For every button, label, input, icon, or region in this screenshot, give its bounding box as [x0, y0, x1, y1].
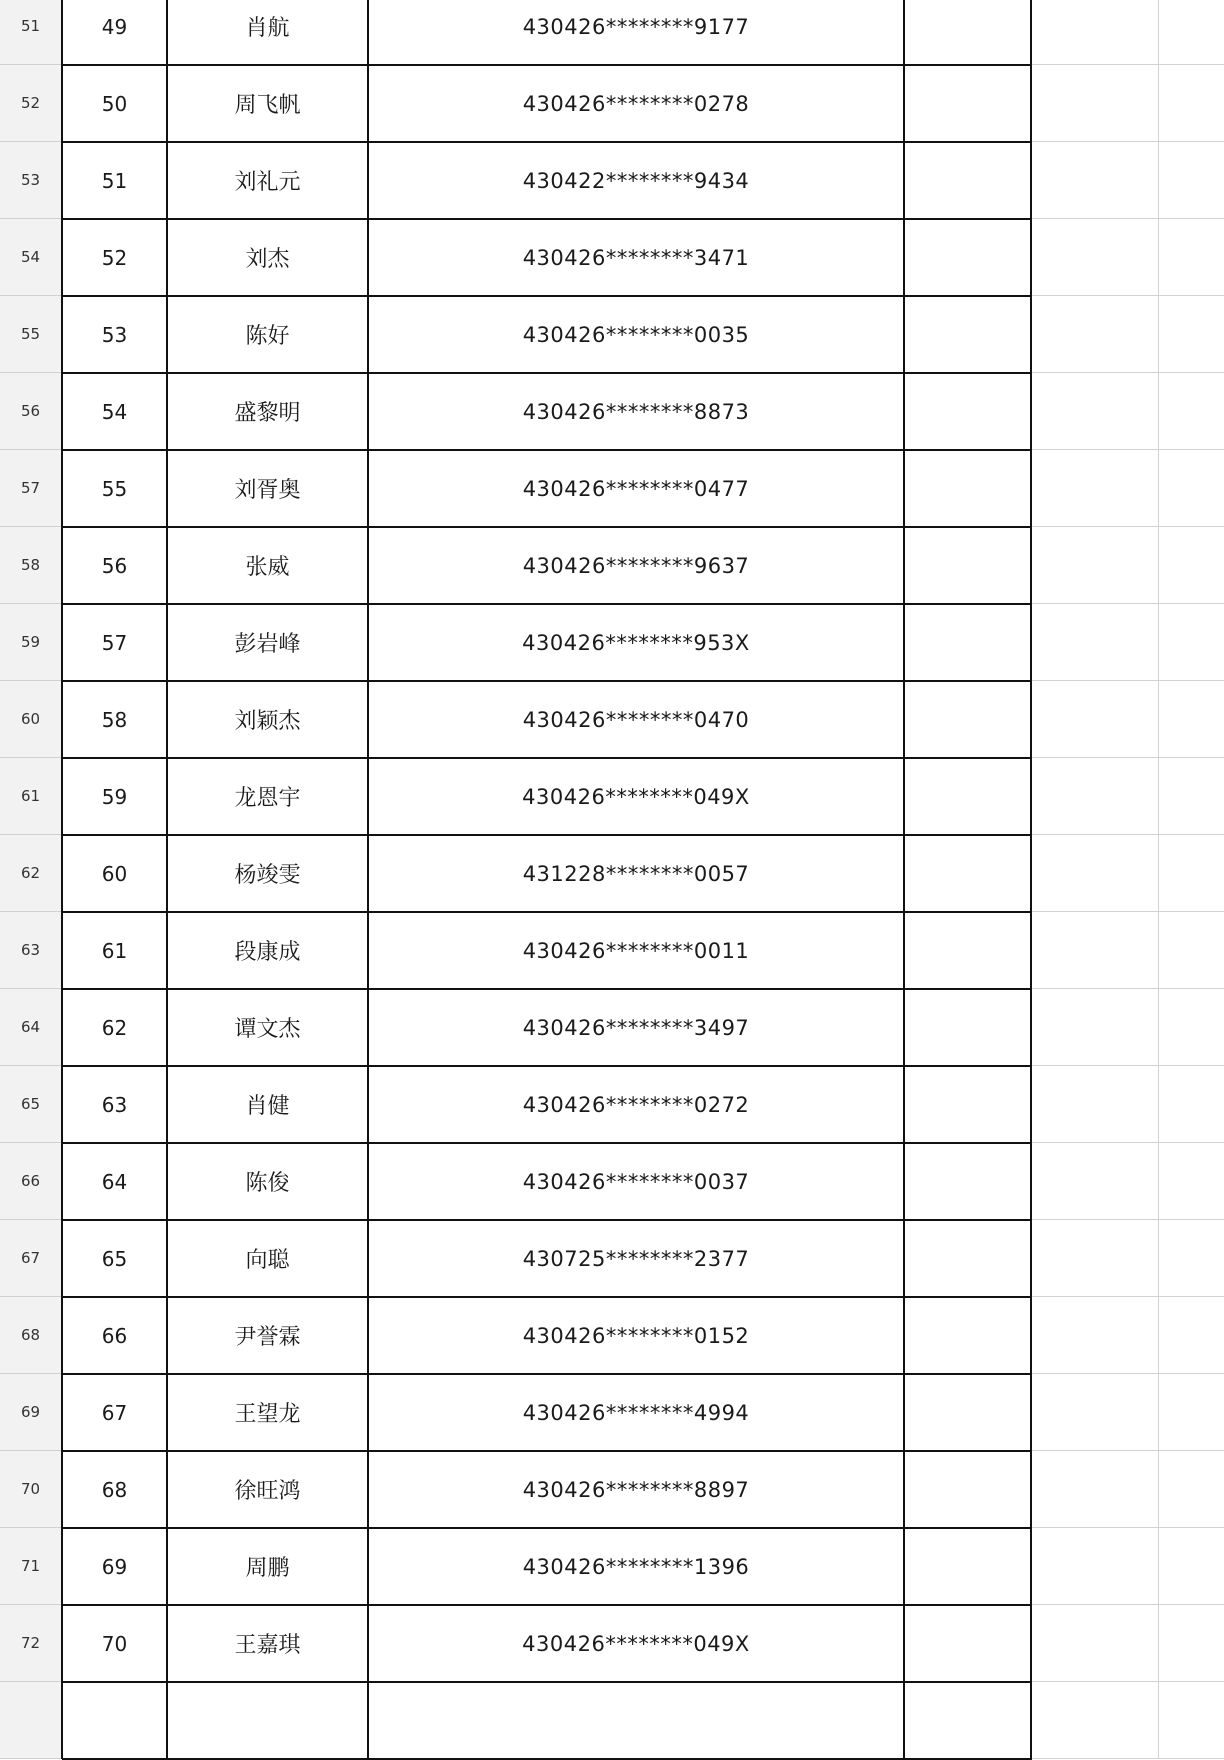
row-number-header[interactable]: 56 — [0, 373, 62, 450]
row-number-header[interactable]: 70 — [0, 1451, 62, 1528]
cell-sequence[interactable]: 68 — [101, 1477, 128, 1502]
cell-empty[interactable] — [904, 527, 1031, 604]
cell-name[interactable]: 盛黎明 — [234, 401, 301, 426]
cell-sequence[interactable] — [62, 1682, 167, 1759]
cell-name[interactable]: 彭岩峰 — [234, 632, 301, 657]
cell-empty[interactable] — [1159, 1374, 1224, 1451]
cell-sequence[interactable]: 60 — [101, 861, 128, 886]
cell-empty[interactable] — [904, 1220, 1031, 1297]
cell-empty[interactable] — [1031, 65, 1159, 142]
cell-empty[interactable] — [904, 989, 1031, 1066]
cell-id-number[interactable]: 430426********0152 — [522, 1323, 750, 1348]
column-border — [367, 0, 369, 1759]
cell-empty[interactable] — [1031, 1143, 1159, 1220]
table-row — [0, 681, 1224, 758]
cell-sequence[interactable]: 63 — [101, 1092, 128, 1117]
cell-empty[interactable] — [1031, 296, 1159, 373]
cell-empty[interactable] — [904, 219, 1031, 296]
row-number-header[interactable]: 60 — [0, 681, 62, 758]
cell-sequence[interactable]: 67 — [101, 1400, 128, 1425]
cell-empty[interactable] — [1159, 681, 1224, 758]
row-number-header[interactable]: 54 — [0, 219, 62, 296]
cell-id-number[interactable]: 430426********0278 — [522, 91, 750, 116]
row-number-header[interactable]: 71 — [0, 1528, 62, 1605]
table-row — [0, 219, 1224, 296]
table-row — [0, 1374, 1224, 1451]
cell-sequence[interactable]: 70 — [101, 1631, 128, 1656]
table-row — [0, 1682, 1224, 1759]
row-number-header[interactable]: 65 — [0, 1066, 62, 1143]
table-row — [0, 450, 1224, 527]
cell-empty[interactable] — [1159, 1451, 1224, 1528]
row-number-header[interactable]: 59 — [0, 604, 62, 681]
cell-name[interactable]: 周鹏 — [245, 1556, 290, 1581]
table-row — [0, 0, 1224, 65]
cell-empty[interactable] — [904, 604, 1031, 681]
cell-empty[interactable] — [1031, 1066, 1159, 1143]
cell-sequence[interactable]: 59 — [101, 784, 128, 809]
row-number-header[interactable]: 53 — [0, 142, 62, 219]
cell-empty[interactable] — [1031, 1451, 1159, 1528]
cell-name[interactable]: 向聪 — [245, 1248, 290, 1273]
cell-id-number[interactable]: 430426********953X — [522, 630, 750, 655]
table-row — [0, 527, 1224, 604]
row-number-header[interactable]: 69 — [0, 1374, 62, 1451]
cell-sequence[interactable]: 66 — [101, 1323, 128, 1348]
table-row — [0, 373, 1224, 450]
cell-sequence[interactable]: 69 — [101, 1554, 128, 1579]
cell-empty[interactable] — [904, 758, 1031, 835]
cell-sequence[interactable]: 57 — [101, 630, 128, 655]
cell-name[interactable]: 刘礼元 — [234, 170, 301, 195]
cell-empty[interactable] — [1159, 219, 1224, 296]
cell-empty[interactable] — [904, 1528, 1031, 1605]
cell-id-number[interactable]: 430426********0470 — [522, 707, 750, 732]
cell-name[interactable]: 龙恩宇 — [234, 786, 301, 811]
cell-empty[interactable] — [1031, 1297, 1159, 1374]
column-border — [166, 0, 168, 1759]
cell-name[interactable]: 尹誉霖 — [234, 1325, 301, 1350]
cell-name[interactable]: 王望龙 — [234, 1402, 301, 1427]
cell-sequence[interactable]: 51 — [101, 168, 128, 193]
row-number-header[interactable]: 55 — [0, 296, 62, 373]
cell-empty[interactable] — [1031, 681, 1159, 758]
table-row — [0, 1143, 1224, 1220]
cell-empty[interactable] — [1159, 989, 1224, 1066]
table-row — [0, 1297, 1224, 1374]
cell-sequence[interactable]: 58 — [101, 707, 128, 732]
table-row — [0, 912, 1224, 989]
cell-empty[interactable] — [1159, 835, 1224, 912]
cell-empty[interactable] — [904, 1605, 1031, 1682]
table-row — [0, 1451, 1224, 1528]
cell-empty[interactable] — [1031, 989, 1159, 1066]
cell-empty[interactable] — [904, 1297, 1031, 1374]
cell-id-number[interactable]: 430426********8873 — [522, 399, 750, 424]
table-row — [0, 758, 1224, 835]
cell-sequence[interactable]: 53 — [101, 322, 128, 347]
cell-name[interactable]: 徐旺鸿 — [234, 1479, 301, 1504]
table-row — [0, 65, 1224, 142]
table-row — [0, 1220, 1224, 1297]
row-number-header[interactable]: 57 — [0, 450, 62, 527]
cell-empty[interactable] — [1031, 758, 1159, 835]
cell-name[interactable]: 肖航 — [245, 16, 290, 41]
table-row — [0, 989, 1224, 1066]
cell-id-number[interactable]: 430426********4994 — [522, 1400, 750, 1425]
table-row — [0, 296, 1224, 373]
cell-sequence[interactable]: 50 — [101, 91, 128, 116]
cell-name[interactable]: 肖健 — [245, 1094, 290, 1119]
cell-name[interactable]: 刘颖杰 — [234, 709, 301, 734]
cell-empty[interactable] — [1159, 65, 1224, 142]
cell-name[interactable]: 杨竣雯 — [234, 863, 301, 888]
cell-empty[interactable] — [1159, 450, 1224, 527]
cell-sequence[interactable]: 54 — [101, 399, 128, 424]
cell-id-number[interactable]: 430426********9637 — [522, 553, 750, 578]
cell-empty[interactable] — [904, 681, 1031, 758]
column-border — [61, 0, 63, 1759]
row-gridline — [1032, 1758, 1224, 1759]
row-number-header[interactable]: 64 — [0, 989, 62, 1066]
cell-empty[interactable] — [904, 1682, 1031, 1759]
cell-sequence[interactable]: 55 — [101, 476, 128, 501]
row-number-header[interactable] — [0, 1682, 62, 1759]
cell-id-number[interactable]: 430426********3497 — [522, 1015, 750, 1040]
cell-empty[interactable] — [1031, 373, 1159, 450]
column-border — [1030, 0, 1032, 1759]
row-number-header[interactable]: 51 — [0, 0, 62, 65]
cell-empty[interactable] — [1159, 1066, 1224, 1143]
cell-empty[interactable] — [1159, 1528, 1224, 1605]
cell-empty[interactable] — [1031, 912, 1159, 989]
cell-empty[interactable] — [904, 912, 1031, 989]
cell-empty[interactable] — [904, 450, 1031, 527]
cell-id-number[interactable]: 430426********0477 — [522, 476, 750, 501]
row-number-header[interactable]: 68 — [0, 1297, 62, 1374]
cell-id-number[interactable]: 430426********9177 — [522, 14, 750, 39]
cell-empty[interactable] — [1031, 1220, 1159, 1297]
cell-empty[interactable] — [904, 1451, 1031, 1528]
cell-id-number[interactable]: 430426********0035 — [522, 322, 750, 347]
cell-id-number[interactable]: 430426********8897 — [522, 1477, 750, 1502]
cell-id-number[interactable]: 430426********049X — [522, 1631, 750, 1656]
cell-empty[interactable] — [1159, 0, 1224, 65]
table-row — [0, 604, 1224, 681]
cell-id-number[interactable]: 430426********0272 — [522, 1092, 750, 1117]
cell-empty[interactable] — [1031, 219, 1159, 296]
row-number-header[interactable]: 63 — [0, 912, 62, 989]
cell-empty[interactable] — [1031, 1682, 1159, 1759]
cell-empty[interactable] — [904, 1143, 1031, 1220]
cell-empty[interactable] — [1159, 142, 1224, 219]
cell-empty[interactable] — [1159, 1297, 1224, 1374]
cell-empty[interactable] — [1159, 527, 1224, 604]
row-number-header[interactable]: 72 — [0, 1605, 62, 1682]
table-row — [0, 142, 1224, 219]
cell-empty[interactable] — [1159, 296, 1224, 373]
cell-empty[interactable] — [1159, 912, 1224, 989]
cell-id-number[interactable]: 430426********3471 — [522, 245, 750, 270]
cell-empty[interactable] — [1159, 604, 1224, 681]
cell-id-number[interactable]: 431228********0057 — [522, 861, 750, 886]
cell-sequence[interactable]: 64 — [101, 1169, 128, 1194]
cell-id-number[interactable]: 430725********2377 — [522, 1246, 750, 1271]
cell-sequence[interactable]: 65 — [101, 1246, 128, 1271]
cell-empty[interactable] — [1159, 373, 1224, 450]
cell-empty[interactable] — [904, 0, 1031, 65]
cell-empty[interactable] — [904, 65, 1031, 142]
cell-empty[interactable] — [904, 835, 1031, 912]
table-row — [0, 1066, 1224, 1143]
cell-empty[interactable] — [1031, 0, 1159, 65]
cell-empty[interactable] — [1031, 604, 1159, 681]
row-number-header[interactable]: 58 — [0, 527, 62, 604]
cell-empty[interactable] — [1031, 142, 1159, 219]
cell-empty[interactable] — [904, 373, 1031, 450]
table-row — [0, 835, 1224, 912]
cell-id-number[interactable]: 430426********1396 — [522, 1554, 750, 1579]
row-number-header[interactable]: 52 — [0, 65, 62, 142]
cell-empty[interactable] — [1159, 758, 1224, 835]
cell-empty[interactable] — [1159, 1220, 1224, 1297]
cell-sequence[interactable]: 49 — [101, 14, 128, 39]
cell-name[interactable]: 张威 — [245, 555, 290, 580]
cell-id-number[interactable] — [368, 1682, 904, 1759]
row-number-header[interactable]: 62 — [0, 835, 62, 912]
row-number-header[interactable]: 66 — [0, 1143, 62, 1220]
cell-id-number[interactable]: 430426********0037 — [522, 1169, 750, 1194]
cell-empty[interactable] — [1159, 1682, 1224, 1759]
cell-empty[interactable] — [904, 1066, 1031, 1143]
cell-empty[interactable] — [1031, 1528, 1159, 1605]
cell-sequence[interactable]: 62 — [101, 1015, 128, 1040]
cell-id-number[interactable]: 430426********0011 — [522, 938, 750, 963]
cell-empty[interactable] — [904, 296, 1031, 373]
cell-name[interactable]: 周飞帆 — [234, 93, 301, 118]
row-number-header[interactable]: 67 — [0, 1220, 62, 1297]
cell-name[interactable]: 陈好 — [245, 324, 290, 349]
column-border — [1158, 0, 1159, 1759]
cell-sequence[interactable]: 61 — [101, 938, 128, 963]
table-row — [0, 1528, 1224, 1605]
cell-name[interactable] — [167, 1682, 368, 1759]
cell-empty[interactable] — [1031, 527, 1159, 604]
cell-sequence[interactable]: 52 — [101, 245, 128, 270]
cell-empty[interactable] — [1159, 1605, 1224, 1682]
row-number-header[interactable]: 61 — [0, 758, 62, 835]
cell-sequence[interactable]: 56 — [101, 553, 128, 578]
cell-empty[interactable] — [904, 142, 1031, 219]
cell-id-number[interactable]: 430426********049X — [522, 784, 750, 809]
cell-name[interactable]: 刘杰 — [245, 247, 290, 272]
cell-name[interactable]: 刘胥奥 — [234, 478, 301, 503]
table-row — [0, 1605, 1224, 1682]
cell-id-number[interactable]: 430422********9434 — [522, 168, 750, 193]
cell-empty[interactable] — [1031, 1605, 1159, 1682]
cell-empty[interactable] — [1031, 835, 1159, 912]
cell-name[interactable]: 陈俊 — [245, 1171, 290, 1196]
column-border — [903, 0, 905, 1759]
cell-empty[interactable] — [904, 1374, 1031, 1451]
cell-empty[interactable] — [1031, 450, 1159, 527]
cell-name[interactable]: 段康成 — [234, 940, 301, 965]
cell-name[interactable]: 谭文杰 — [234, 1017, 301, 1042]
cell-empty[interactable] — [1031, 1374, 1159, 1451]
cell-name[interactable]: 王嘉琪 — [234, 1633, 301, 1658]
cell-empty[interactable] — [1159, 1143, 1224, 1220]
